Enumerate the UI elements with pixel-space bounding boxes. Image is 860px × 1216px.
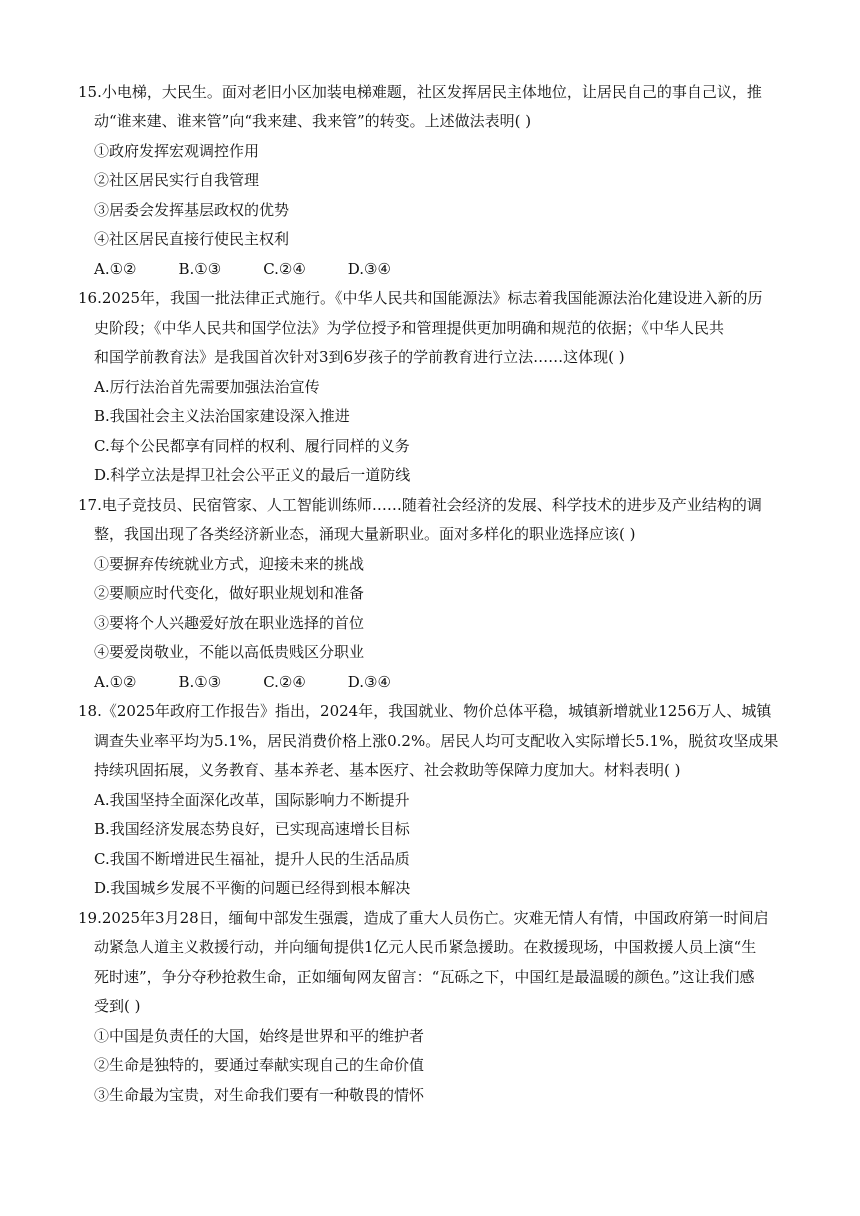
question-stem-line: 19.2025年3月28日，缅甸中部发生强震，造成了重大人员伤亡。灾难无情人有情，中国政府第一时间启 xyxy=(78,909,769,927)
choice-b: B.①③ xyxy=(178,260,222,278)
statement-item: ③居委会发挥基层政权的优势 xyxy=(94,201,290,219)
question-stem-line: 整，我国出现了各类经济新业态，涌现大量新职业。面对多样化的职业选择应该( ) xyxy=(94,525,636,543)
choice-c: C.②④ xyxy=(263,673,306,691)
option-item: D.科学立法是捍卫社会公平正义的最后一道防线 xyxy=(94,466,411,484)
question-stem-line: 史阶段；《中华人民共和国学位法》为学位授予和管理提供更加明确和规范的依据；《中华人民共 xyxy=(94,319,725,337)
choice-a: A.①② xyxy=(94,673,137,691)
question-stem-line: 18.《2025年政府工作报告》指出，2024年，我国就业、物价总体平稳，城镇新增就业1256万人、城镇 xyxy=(78,702,772,720)
choice-b: B.①③ xyxy=(178,673,222,691)
statement-item: ④社区居民直接行使民主权利 xyxy=(94,230,290,248)
answer-choices xyxy=(94,672,433,692)
statement-item: ①中国是负责任的大国，始终是世界和平的维护者 xyxy=(94,1027,425,1045)
question-stem-line: 受到( ) xyxy=(94,997,141,1015)
statement-item: ①要摒弃传统就业方式，迎接未来的挑战 xyxy=(94,555,365,573)
statement-item: ②生命是独特的，要通过奉献实现自己的生命价值 xyxy=(94,1056,425,1074)
option-item: A.厉行法治首先需要加强法治宣传 xyxy=(94,378,320,396)
question-stem-line: 和国学前教育法》是我国首次针对3到6岁孩子的学前教育进行立法……这体现( ) xyxy=(94,348,625,366)
question-stem-line: 17.电子竞技员、民宿管家、人工智能训练师……随着社会经济的发展、科学技术的进步及产业结构的调 xyxy=(78,496,762,514)
question-stem-line: 死时速”，争分夺秒抢救生命，正如缅甸网友留言：“瓦砾之下，中国红是最温暖的颜色。”这让我们感 xyxy=(94,968,755,986)
question-stem-line: 持续巩固拓展，义务教育、基本养老、基本医疗、社会救助等保障力度加大。材料表明( ) xyxy=(94,761,681,779)
option-item: C.每个公民都享有同样的权利、履行同样的义务 xyxy=(94,437,410,455)
option-item: D.我国城乡发展不平衡的问题已经得到根本解决 xyxy=(94,879,411,897)
question-stem-line: 16.2025年，我国一批法律正式施行。《中华人民共和国能源法》标志着我国能源法治化建设进入新的历 xyxy=(78,289,763,307)
question-stem-line: 调查失业率平均为5.1%，居民消费价格上涨0.2%。居民人均可支配收入实际增长5.1%，脱贫攻坚成果 xyxy=(94,732,779,750)
choice-d: D.③④ xyxy=(347,260,391,278)
answer-choices xyxy=(94,259,433,279)
question-stem-line: 动“谁来建、谁来管”向“我来建、我来管”的转变。上述做法表明( ) xyxy=(94,112,532,130)
question-stem-line: 动紧急人道主义救援行动，并向缅甸提供1亿元人民币紧急援助。在救援现场，中国救援人员上演“生 xyxy=(94,938,757,956)
choice-a: A.①② xyxy=(94,260,137,278)
choice-d: D.③④ xyxy=(347,673,391,691)
statement-item: ③要将个人兴趣爱好放在职业选择的首位 xyxy=(94,614,365,632)
question-stem-line: 15.小电梯，大民生。面对老旧小区加装电梯难题，社区发挥居民主体地位，让居民自己的事自己议，推 xyxy=(78,83,762,101)
statement-item: ①政府发挥宏观调控作用 xyxy=(94,142,260,160)
statement-item: ③生命最为宝贵，对生命我们要有一种敬畏的情怀 xyxy=(94,1086,425,1104)
statement-item: ④要爱岗敬业，不能以高低贵贱区分职业 xyxy=(94,643,365,661)
statement-item: ②社区居民实行自我管理 xyxy=(94,171,260,189)
option-item: C.我国不断增进民生福祉，提升人民的生活品质 xyxy=(94,850,410,868)
option-item: B.我国经济发展态势良好，已实现高速增长目标 xyxy=(94,820,410,838)
option-item: A.我国坚持全面深化改革，国际影响力不断提升 xyxy=(94,791,410,809)
option-item: B.我国社会主义法治国家建设深入推进 xyxy=(94,407,350,425)
choice-c: C.②④ xyxy=(263,260,306,278)
statement-item: ②要顺应时代变化，做好职业规划和准备 xyxy=(94,584,365,602)
